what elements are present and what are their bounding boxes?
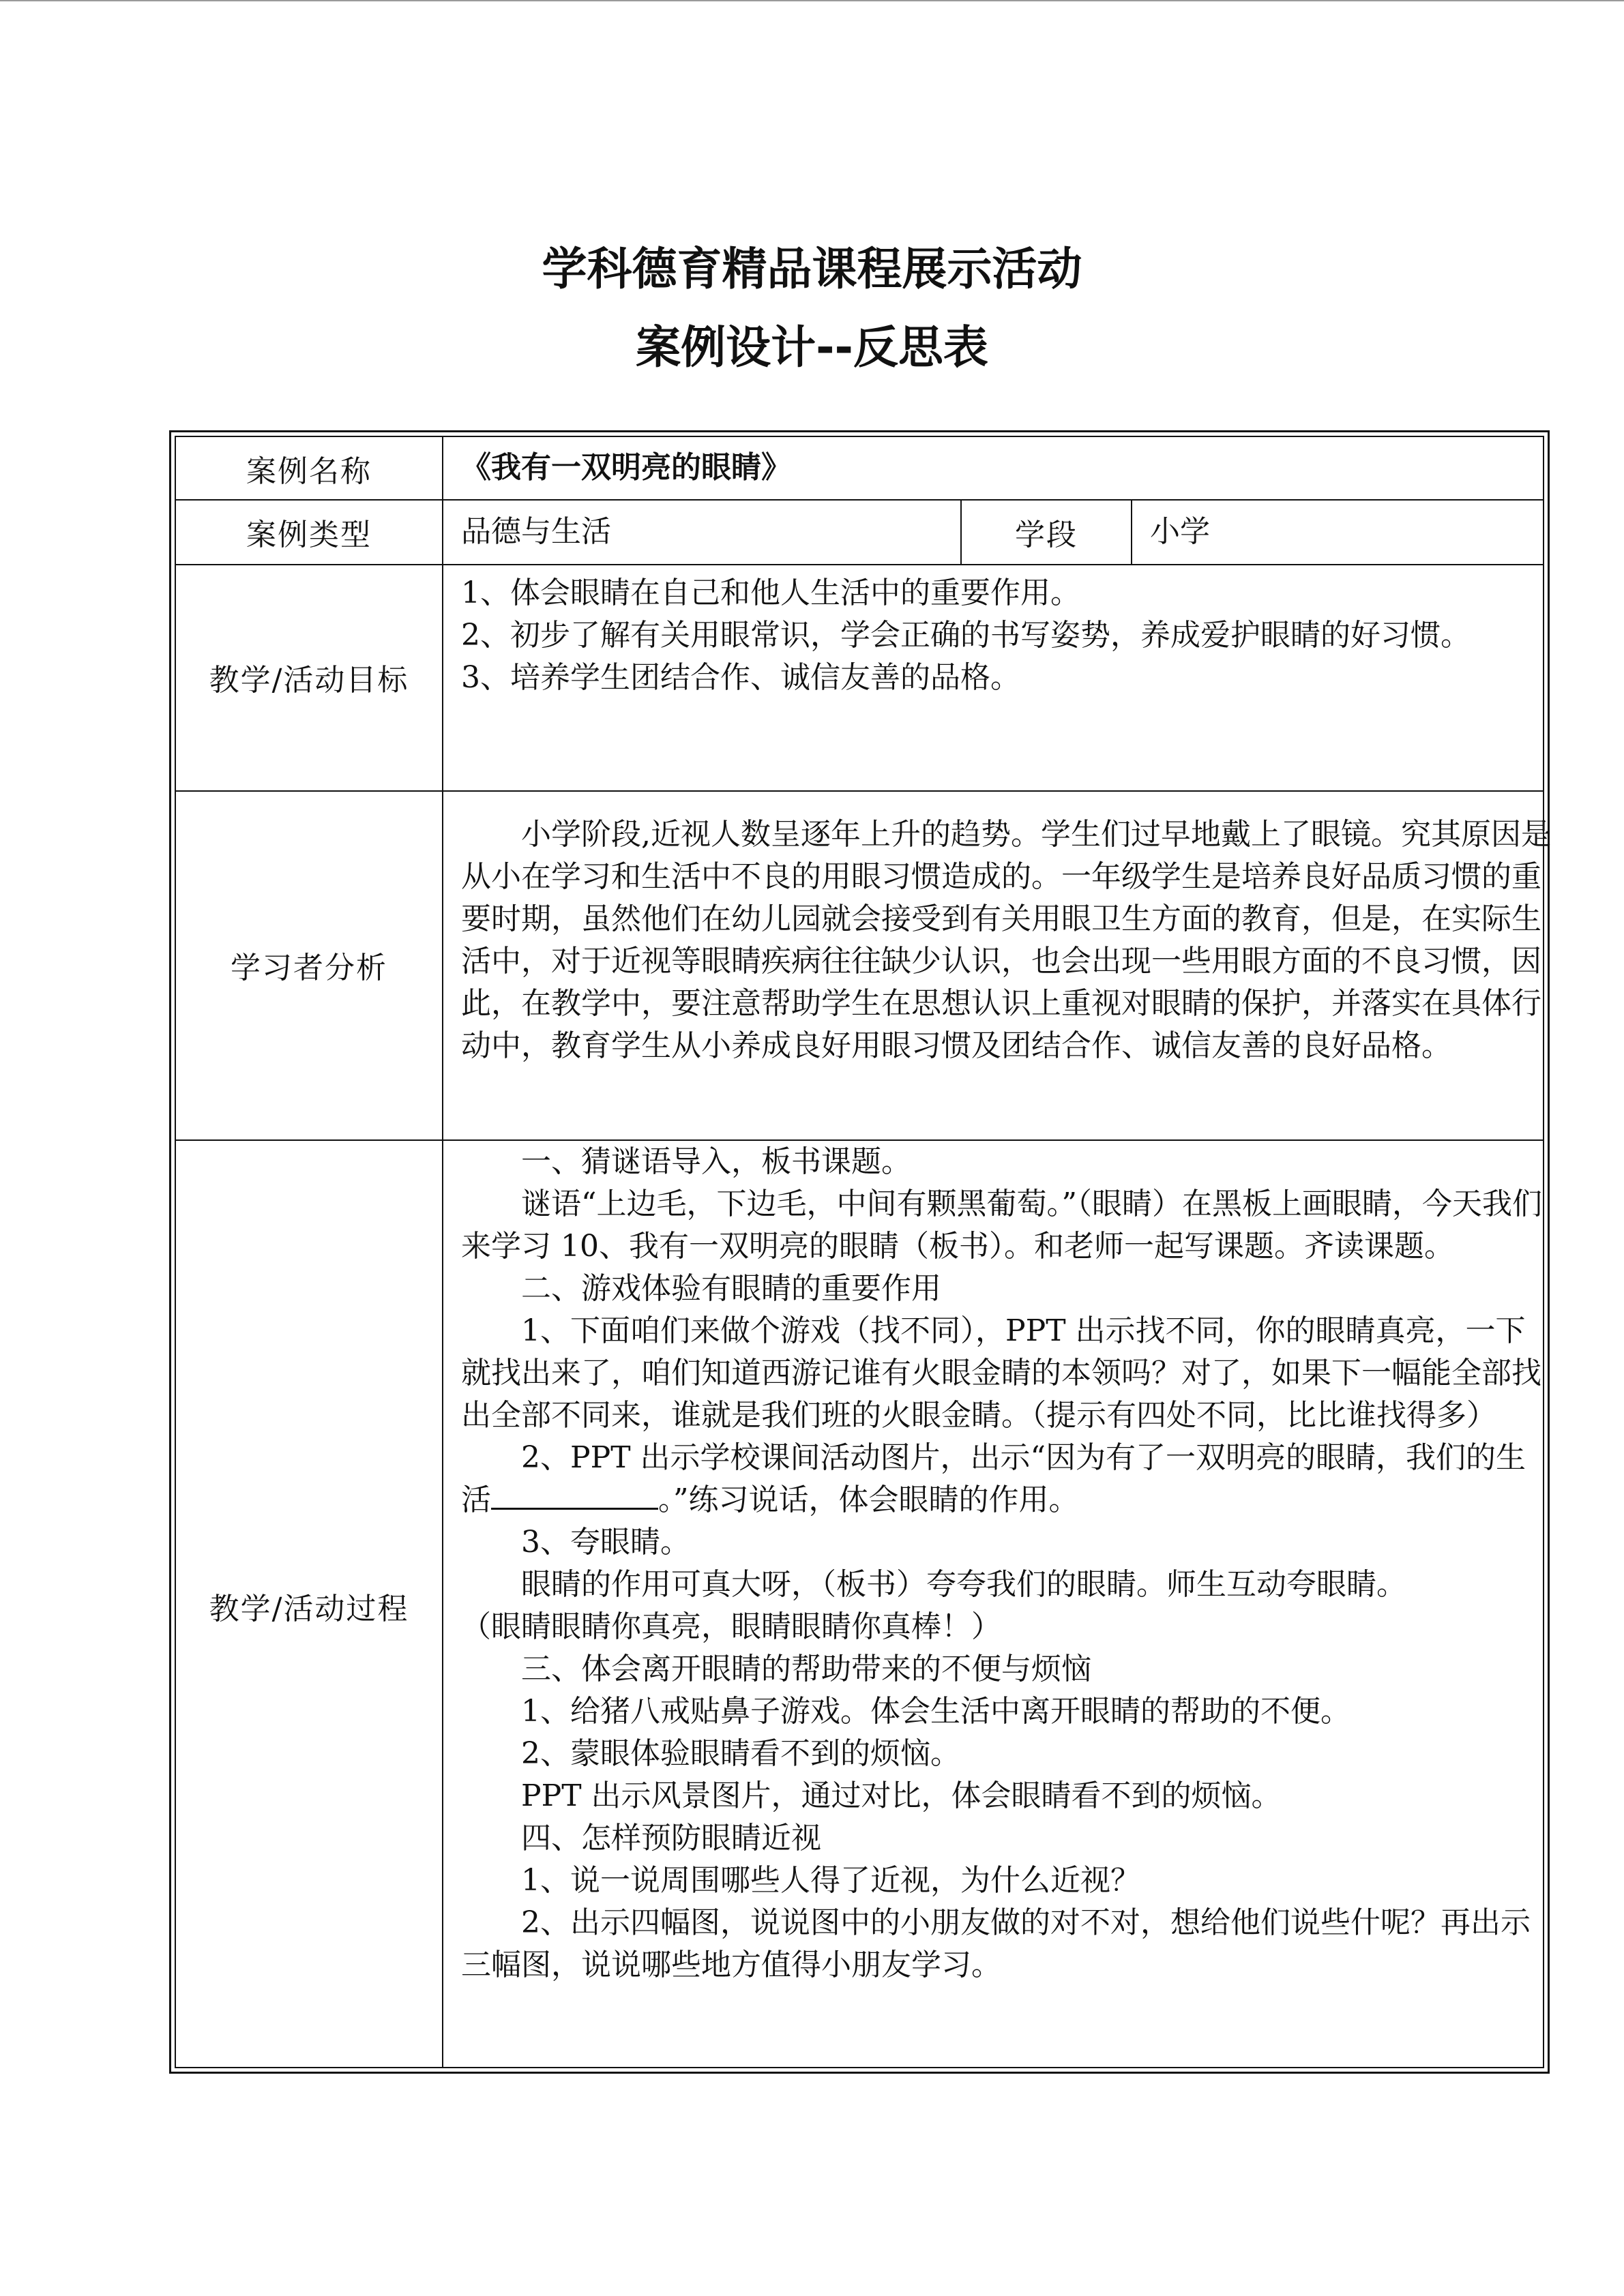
process-paragraph: 眼睛的作用可真大呀，（板书）夸夸我们的眼睛。师生互动夸眼睛。 [521, 1567, 1406, 1602]
learner-analysis-label: 学习者分析 [231, 951, 387, 985]
objectives-list [461, 572, 1552, 699]
process-paragraph: 2、蒙眼体验眼睛看不到的烦恼。 [521, 1736, 960, 1771]
process-paragraph: 二、游戏体验有眼睛的重要作用 [521, 1271, 941, 1306]
process-paragraph: 一、猜谜语导入，板书课题。 [521, 1144, 911, 1179]
process-paragraph: 谜语“上边毛，下边毛，中间有颗黑葡萄。”（眼睛）在黑板上画眼睛，今天我们来学习 10、我有一双明亮的眼睛（板书）。和老师一起写课题。齐读课题。 [461, 1187, 1542, 1264]
objective-item: 2、初步了解有关用眼常识，学会正确的书写姿势，养成爱护眼睛的好习惯。 [461, 618, 1471, 653]
process-paragraph: 2、出示四幅图，说说图中的小朋友做的对不对，想给他们说些什呢？再出示三幅图，说说哪些地方值得小朋友学习。 [461, 1905, 1531, 1982]
case-name-label: 案例名称 [246, 453, 372, 489]
process-paragraph: 1、下面咱们来做个游戏（找不同），PPT 出示找不同，你的眼睛真亮，一下就找出来了，咱们知道西游记谁有火眼金睛的本领吗？对了，如果下一幅能全部找出全部不同来，谁就是我们班的火眼金睛。（提示有四处不同，比比谁找得多） [461, 1313, 1541, 1433]
fill-in-blank [491, 1480, 658, 1510]
objective-item: 1、体会眼睛在自己和他人生活中的重要作用。 [461, 576, 1080, 610]
label-column-divider [442, 437, 443, 2067]
table-inner-frame [175, 436, 1551, 2068]
learner-analysis-cell [461, 814, 1552, 1067]
page-top-rule [0, 0, 1624, 1]
case-design-table [169, 430, 1550, 2074]
case-type-value: 品德与生活 [461, 514, 611, 549]
page-title: 学科德育精品课程展示活动 [542, 243, 1082, 295]
page-subtitle: 案例设计--反思表 [636, 321, 988, 374]
objectives-label: 教学/活动目标 [209, 663, 409, 698]
stage-column-divider [1131, 499, 1132, 564]
process-paragraph: （眼睛眼睛你真亮，眼睛眼睛你真棒！） [461, 1609, 1001, 1644]
learner-analysis-text: 小学阶段,近视人数呈逐年上升的趋势。学生们过早地戴上了眼镜。究其原因是从小在学习和生活中不良的用眼习惯造成的。一年级学生是培养良好品质习惯的重要时期，虽然他们在幼儿园就会接受到有关用眼卫生方面的教育，但是，在实际生活中，对于近视等眼睛疾病往往缺少认识，也会出现一些用眼方面的不良习惯，因此，在教学中，要注意帮助学生在思想认识上重视对眼睛的保护，并落实在具体行动中，教育学生从小养成良好用眼习惯及团结合作、诚信友善的良好品格。 [461, 817, 1551, 1063]
process-paragraph: PPT 出示风景图片，通过对比，体会眼睛看不到的烦恼。 [521, 1778, 1282, 1813]
stage-value: 小学 [1150, 514, 1210, 549]
stage-label: 学段 [1015, 517, 1078, 552]
process-paragraph: 1、说一说周围哪些人得了近视，为什么近视？ [521, 1863, 1140, 1898]
process-sentence-start: 2、PPT 出示学校课间活动图片，出示“因为有了一双明亮的眼睛，我们的生活 [461, 1440, 1526, 1517]
process-paragraph [461, 1437, 1552, 1521]
process-paragraph: 四、怎样预防眼睛近视 [521, 1821, 821, 1855]
process-cell [461, 1141, 1552, 1986]
process-paragraph: 3、夸眼睛。 [521, 1525, 690, 1560]
case-type-label: 案例类型 [246, 517, 372, 552]
process-paragraph: 三、体会离开眼睛的帮助带来的不便与烦恼 [521, 1652, 1091, 1686]
case-name-value: 《我有一双明亮的眼睛》 [461, 450, 791, 485]
process-paragraph: 1、给猪八戒贴鼻子游戏。体会生活中离开眼睛的帮助的不便。 [521, 1694, 1350, 1729]
objective-item: 3、培养学生团结合作、诚信友善的品格。 [461, 660, 1020, 695]
process-label: 教学/活动过程 [209, 1592, 409, 1626]
process-sentence-end: 。”练习说话，体会眼睛的作用。 [658, 1482, 1079, 1517]
